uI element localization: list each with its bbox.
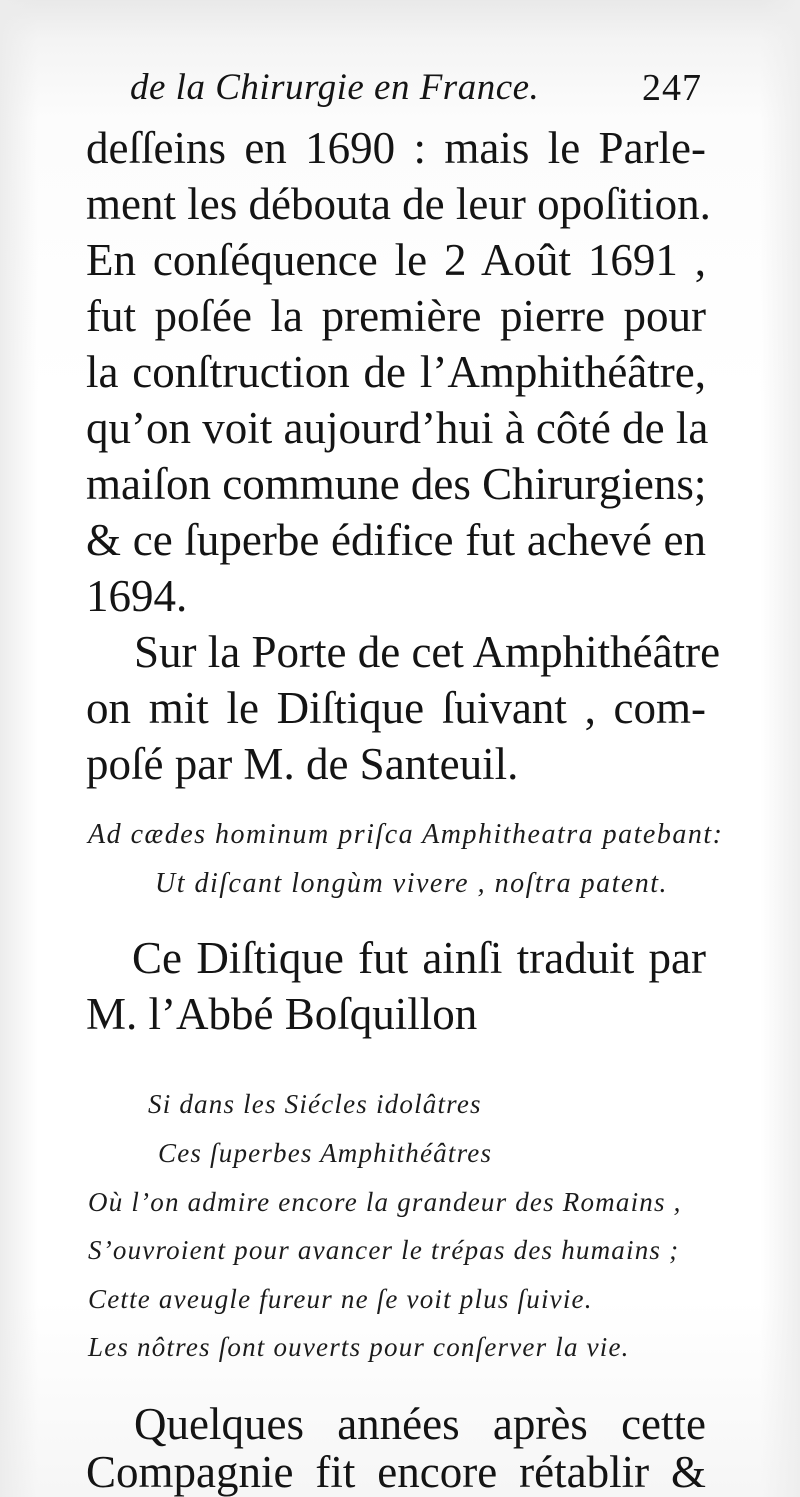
- text-line: ment les débouta de leur opoſition.: [86, 179, 711, 229]
- text-line: maiſon commune des Chirurgiens;: [86, 459, 707, 509]
- latin-verse-line: Ad cædes hominum priſca Amphitheatra patebant:: [88, 819, 724, 850]
- text-line: deſſeins en 1690 : mais le Parle-: [86, 123, 706, 173]
- text-line: M. l’Abbé Boſquillon: [86, 989, 478, 1039]
- text-line: qu’on voit aujourd’hui à côté de la: [86, 403, 709, 453]
- french-verse-line: Cette aveugle fureur ne ſe voit plus ſuivie.: [88, 1284, 593, 1314]
- french-verse-line: Les nôtres ſont ouverts pour conſerver la vie.: [88, 1332, 630, 1362]
- latin-verse-line: Ut diſcant longùm vivere , noſtra patent.: [155, 868, 669, 899]
- text-line: Sur la Porte de cet Amphithéâtre: [134, 627, 721, 677]
- french-verse-line: S’ouvroient pour avancer le trépas des humains ;: [88, 1235, 680, 1265]
- text-line: En conſéquence le 2 Août 1691 ,: [86, 235, 706, 285]
- text-line: Ce Diſtique fut ainſi traduit par: [132, 933, 706, 983]
- text-line: on mit le Diſtique ſuivant , com-: [86, 683, 706, 733]
- text-line: fut poſée la première pierre pour: [86, 291, 706, 341]
- page-number: 247: [642, 67, 702, 109]
- text-line: la conſtruction de l’Amphithéâtre,: [86, 347, 706, 397]
- text-line: 1694.: [86, 571, 188, 621]
- running-title: de la Chirurgie en France.: [130, 67, 540, 108]
- text-line: poſé par M. de Santeuil.: [86, 739, 519, 789]
- text-line: & ce ſuperbe édifice fut achevé en: [86, 515, 706, 565]
- french-verse-line: Où l’on admire encore la grandeur des Romains ,: [88, 1187, 682, 1217]
- running-header: [130, 66, 702, 122]
- french-verse-line: Ces ſuperbes Amphithéâtres: [158, 1138, 493, 1168]
- french-verse-line: Si dans les Siécles idolâtres: [148, 1089, 482, 1119]
- text-line: Quelques années après cette: [134, 1399, 706, 1449]
- text-line: Compagnie fit encore rétablir &: [86, 1447, 706, 1497]
